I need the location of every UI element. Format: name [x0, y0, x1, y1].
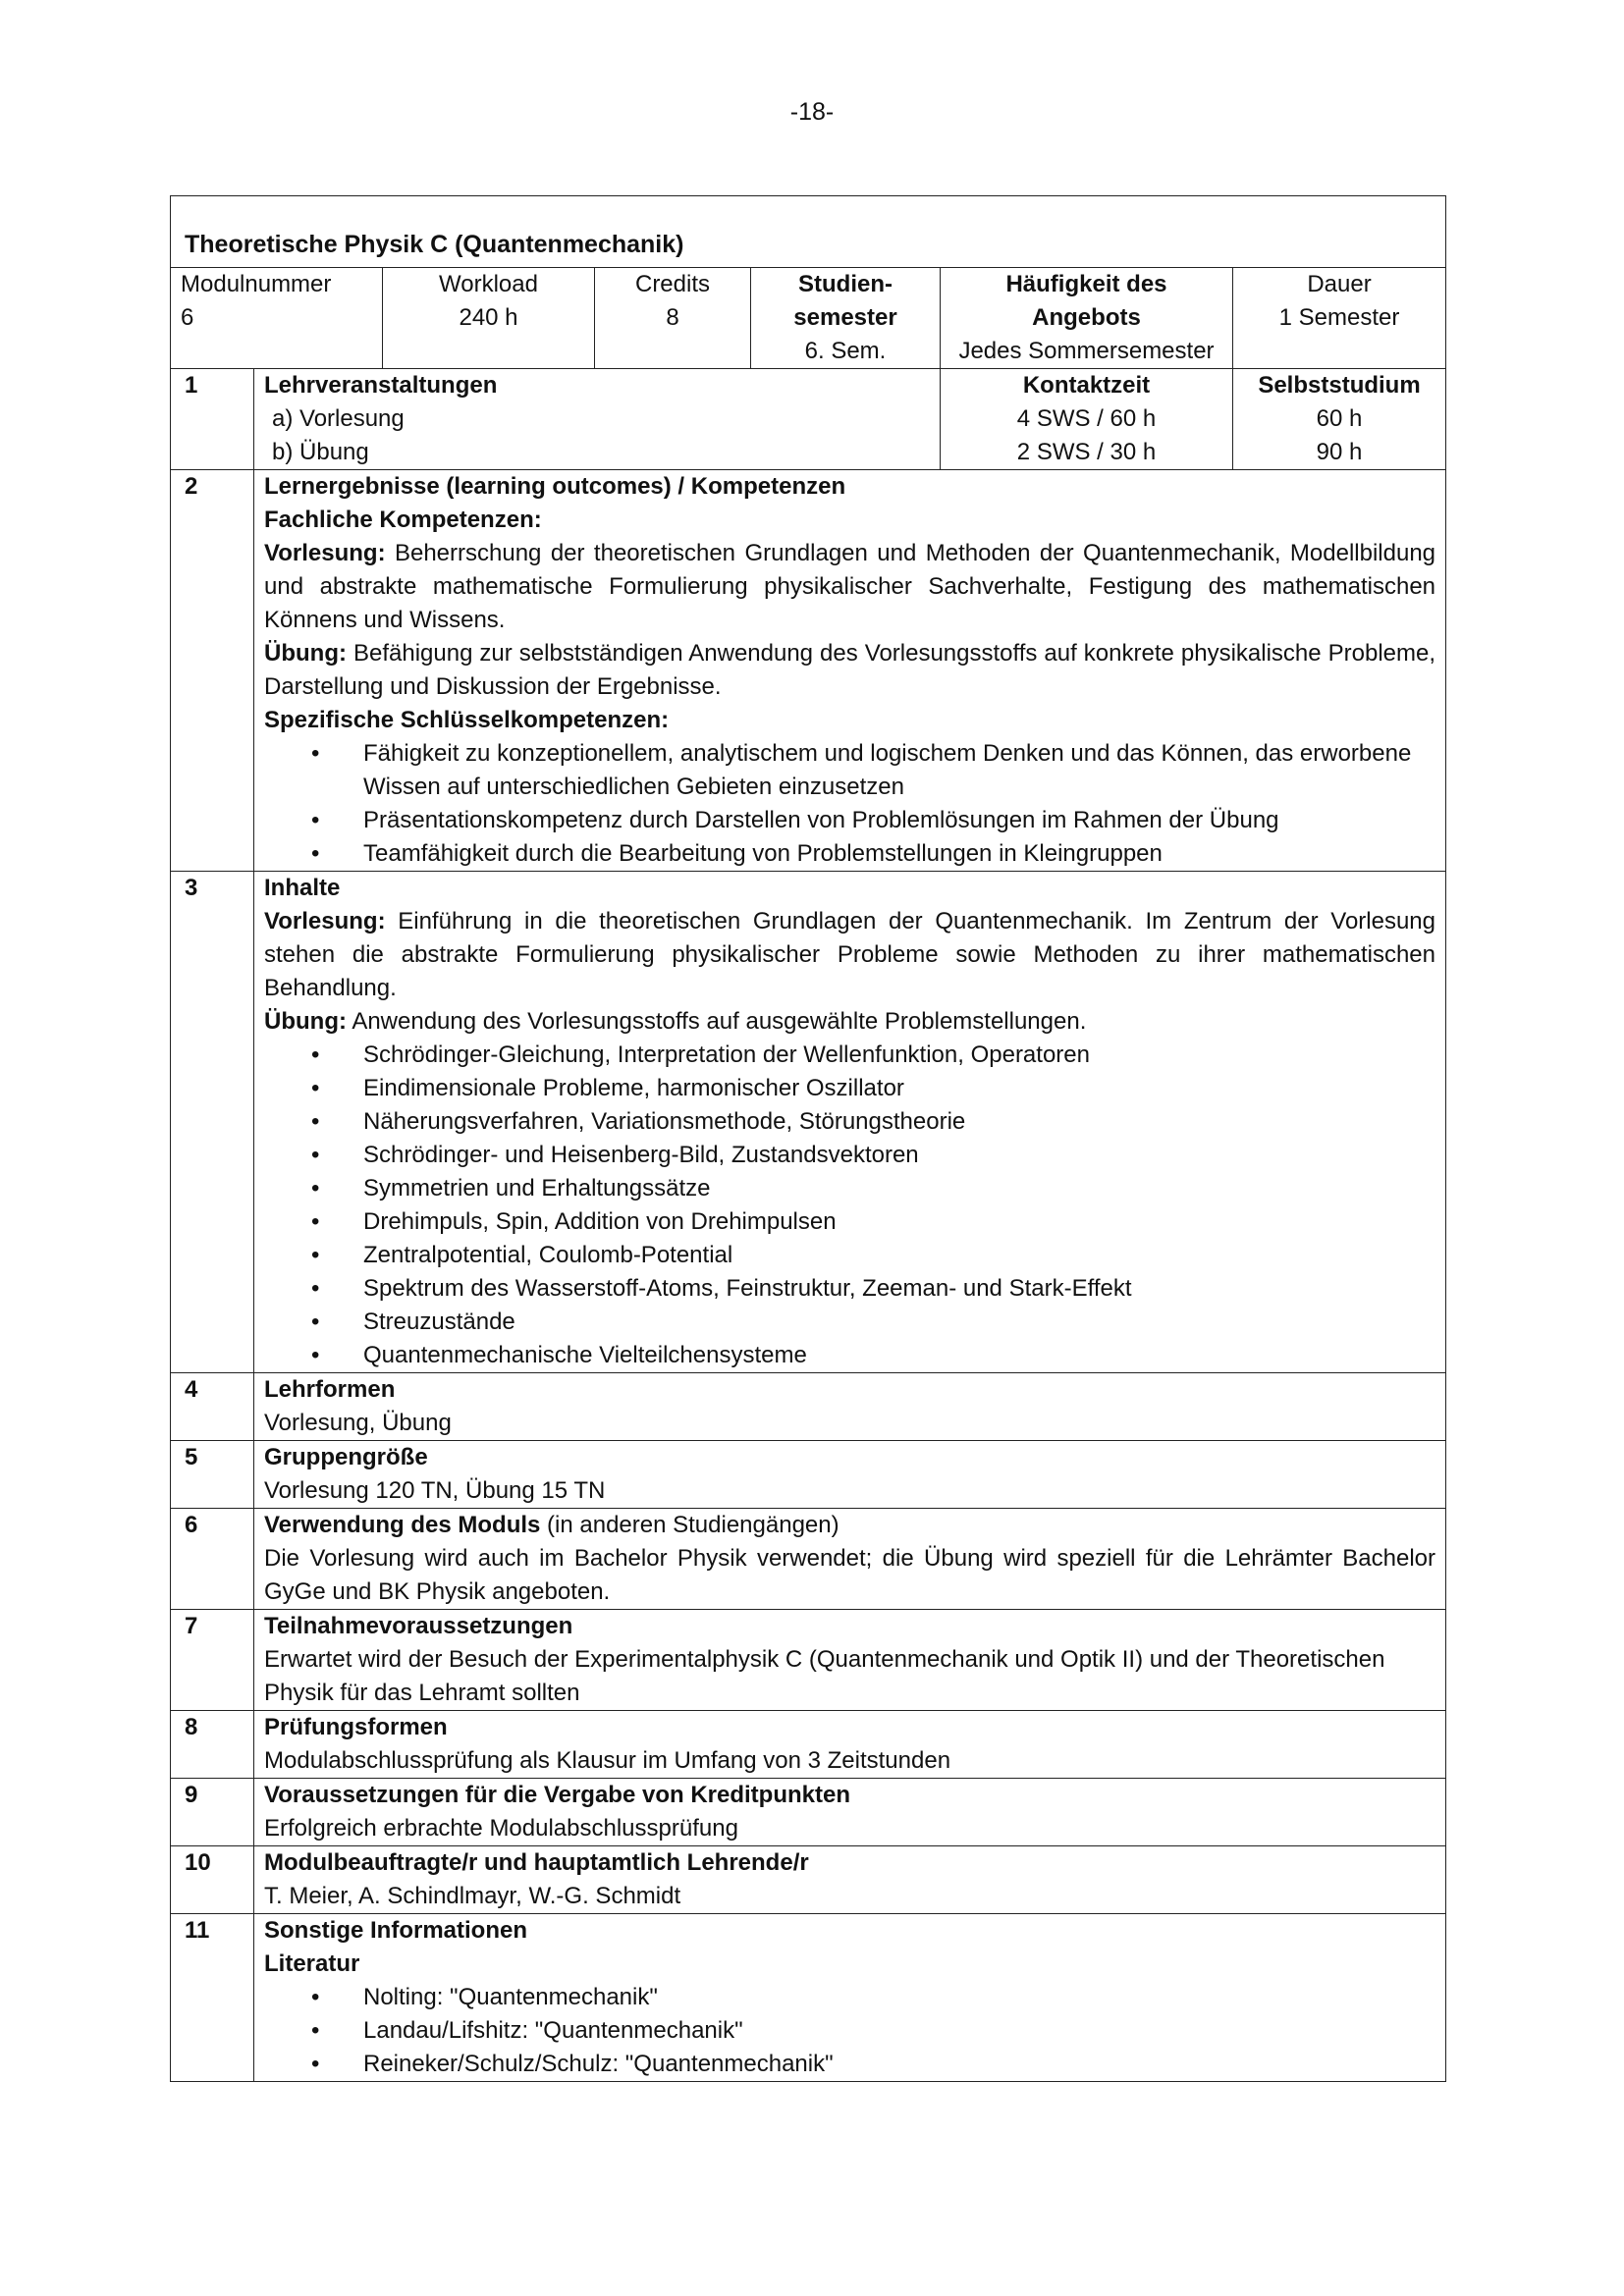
list-item: • Nolting: "Quantenmechanik" — [264, 1981, 1435, 2014]
selbststudium-cell — [1233, 369, 1446, 470]
subheading: Fachliche Kompetenzen: — [264, 507, 542, 533]
section-number: 5 — [171, 1441, 254, 1509]
section-text: T. Meier, A. Schindlmayr, W.-G. Schmidt — [264, 1883, 681, 1909]
module-title: Theoretische Physik C (Quantenmechanik) — [171, 196, 1446, 268]
text: Befähigung zur selbstständigen Anwendung des Vorlesungsstoffs auf konkrete physikalische Probleme, Darstellung und Diskussion der Ergebnisse. — [264, 640, 1436, 700]
lehrveranstaltungen-cell — [254, 369, 941, 470]
list-item: • Streuzustände — [264, 1306, 1435, 1339]
selbststudium-vorlesung: 60 h — [1316, 405, 1363, 432]
list-item: • Eindimensionale Probleme, harmonischer Oszillator — [264, 1072, 1435, 1105]
section-10 — [171, 1846, 1446, 1914]
bullet-list — [264, 1039, 1435, 1372]
list-item: • Zentralpotential, Coulomb-Potential — [264, 1239, 1435, 1272]
list-item: • Spektrum des Wasserstoff-Atoms, Feinstruktur, Zeeman- und Stark-Effekt — [264, 1272, 1435, 1306]
module-header-row — [171, 268, 1446, 369]
label: Übung: — [264, 1008, 347, 1035]
section-9 — [171, 1779, 1446, 1846]
section-heading: Verwendung des Moduls — [264, 1512, 541, 1538]
list-item: • Fähigkeit zu konzeptionellem, analytischem und logischem Denken und das Können, das erworbene Wissen auf unterschiedlichen Gebieten einzusetzen — [264, 737, 1435, 804]
section-heading: Gruppengröße — [264, 1444, 428, 1470]
studiensemester-cell — [751, 268, 941, 369]
section-text: Vorlesung, Übung — [264, 1410, 452, 1436]
section-number: 4 — [171, 1373, 254, 1441]
section-heading: Inhalte — [264, 875, 341, 901]
section-3 — [171, 872, 1446, 1373]
section-6 — [171, 1509, 1446, 1610]
section-5 — [171, 1441, 1446, 1509]
section-number: 9 — [171, 1779, 254, 1846]
studiensemester-label-2: semester — [793, 304, 897, 331]
credits-label: Credits — [634, 271, 711, 297]
section-11 — [171, 1914, 1446, 2082]
haeufigkeit-label-1: Häufigkeit des — [1005, 271, 1167, 297]
section-number: 11 — [171, 1914, 254, 2082]
paragraph — [264, 637, 1435, 704]
section-heading-line — [264, 1509, 1435, 1542]
subheading: Spezifische Schlüsselkompetenzen: — [264, 707, 670, 733]
list-item: • Quantenmechanische Vielteilchensysteme — [264, 1339, 1435, 1372]
section-content — [254, 1373, 1446, 1441]
module-table — [170, 195, 1446, 2082]
section-number: 3 — [171, 872, 254, 1373]
text: Beherrschung der theoretischen Grundlagen und Methoden der Quantenmechanik, Modellbildung und abstrakte mathematische Formulierung physikalischer Sachverhalte, Festigung des mathematischen Könnens und Wissens. — [264, 540, 1436, 633]
list-item: • Schrödinger- und Heisenberg-Bild, Zustandsvektoren — [264, 1139, 1435, 1172]
section-heading: Teilnahmevoraussetzungen — [264, 1613, 573, 1639]
section-1 — [171, 369, 1446, 470]
haeufigkeit-label-2: Angebots — [1032, 304, 1141, 331]
section-number: 2 — [171, 470, 254, 872]
bullet-list — [264, 737, 1435, 871]
section-content — [254, 1711, 1446, 1779]
section-heading: Lehrformen — [264, 1376, 396, 1403]
dauer-cell — [1233, 268, 1446, 369]
studiensemester-label-1: Studien- — [798, 271, 893, 297]
section-text: Die Vorlesung wird auch im Bachelor Physik verwendet; die Übung wird speziell für die Lehrämter Bachelor GyGe und BK Physik angeboten. — [264, 1545, 1436, 1605]
list-item: • Präsentationskompetenz durch Darstellen von Problemlösungen im Rahmen der Übung — [264, 804, 1435, 837]
selbststudium-uebung: 90 h — [1316, 439, 1363, 465]
section-number: 1 — [171, 369, 254, 470]
course-uebung: b) Übung — [272, 439, 369, 465]
section-2 — [171, 470, 1446, 872]
paragraph — [264, 1005, 1435, 1039]
section-content — [254, 1610, 1446, 1711]
section-number: 8 — [171, 1711, 254, 1779]
selbststudium-label: Selbststudium — [1258, 372, 1421, 399]
text: Anwendung des Vorlesungsstoffs auf ausgewählte Problemstellungen. — [346, 1008, 1087, 1035]
section-text: Vorlesung 120 TN, Übung 15 TN — [264, 1477, 606, 1504]
section-content — [254, 470, 1446, 872]
list-item: • Landau/Lifshitz: "Quantenmechanik" — [264, 2014, 1435, 2048]
list-item: • Drehimpuls, Spin, Addition von Drehimpulsen — [264, 1205, 1435, 1239]
section-heading: Voraussetzungen für die Vergabe von Kreditpunkten — [264, 1782, 850, 1808]
section-number: 7 — [171, 1610, 254, 1711]
section-heading: Lehrveranstaltungen — [264, 372, 498, 399]
list-item: • Teamfähigkeit durch die Bearbeitung von Problemstellungen in Kleingruppen — [264, 837, 1435, 871]
section-text: Erwartet wird der Besuch der Experimentalphysik C (Quantenmechanik und Optik II) und der Theoretischen Physik für das Lehramt sollten — [264, 1646, 1385, 1706]
course-vorlesung: a) Vorlesung — [272, 405, 405, 432]
page-number: -18- — [789, 98, 835, 126]
list-item: • Symmetrien und Erhaltungssätze — [264, 1172, 1435, 1205]
subheading: Literatur — [264, 1950, 360, 1977]
credits-value: 8 — [666, 304, 679, 331]
kontaktzeit-vorlesung: 4 SWS / 60 h — [1016, 405, 1157, 432]
section-content — [254, 1846, 1446, 1914]
section-content — [254, 1441, 1446, 1509]
workload-value: 240 h — [459, 304, 518, 331]
modulnummer-cell — [171, 268, 383, 369]
bullet-list — [264, 1981, 1435, 2081]
dauer-value: 1 Semester — [1278, 304, 1400, 331]
label: Vorlesung: — [264, 540, 386, 566]
paragraph — [264, 905, 1435, 1005]
section-8 — [171, 1711, 1446, 1779]
section-text: Modulabschlussprüfung als Klausur im Umfang von 3 Zeitstunden — [264, 1747, 951, 1774]
section-7 — [171, 1610, 1446, 1711]
list-item: • Schrödinger-Gleichung, Interpretation der Wellenfunktion, Operatoren — [264, 1039, 1435, 1072]
text: Einführung in die theoretischen Grundlagen der Quantenmechanik. Im Zentrum der Vorlesung stehen die abstrakte Formulierung physikalischer Probleme sowie Methoden zu ihrer mathematischen Behandlung. — [264, 908, 1436, 1001]
section-text: Erfolgreich erbrachte Modulabschlussprüfung — [264, 1815, 738, 1842]
section-number: 6 — [171, 1509, 254, 1610]
section-heading: Modulbeauftragte/r und hauptamtlich Lehrende/r — [264, 1849, 809, 1876]
credits-cell — [595, 268, 751, 369]
section-content — [254, 1509, 1446, 1610]
kontaktzeit-cell — [941, 369, 1233, 470]
section-heading: Prüfungsformen — [264, 1714, 448, 1740]
label: Vorlesung: — [264, 908, 386, 934]
haeufigkeit-cell — [941, 268, 1233, 369]
label: Übung: — [264, 640, 347, 667]
dauer-label: Dauer — [1307, 271, 1372, 297]
section-content — [254, 1914, 1446, 2082]
section-content — [254, 872, 1446, 1373]
section-content — [254, 1779, 1446, 1846]
paragraph — [264, 537, 1435, 637]
section-number: 10 — [171, 1846, 254, 1914]
section-4 — [171, 1373, 1446, 1441]
kontaktzeit-uebung: 2 SWS / 30 h — [1016, 439, 1157, 465]
haeufigkeit-value: Jedes Sommersemester — [958, 338, 1215, 364]
studiensemester-value: 6. Sem. — [804, 338, 887, 364]
workload-cell — [383, 268, 595, 369]
modulnummer-label: Modulnummer — [181, 271, 332, 297]
kontaktzeit-label: Kontaktzeit — [1022, 372, 1151, 399]
heading-suffix: (in anderen Studiengängen) — [540, 1512, 839, 1538]
modulnummer-value: 6 — [181, 304, 194, 331]
section-heading: Sonstige Informationen — [264, 1917, 528, 1944]
section-heading: Lernergebnisse (learning outcomes) / Kompetenzen — [264, 473, 846, 500]
list-item: • Näherungsverfahren, Variationsmethode, Störungstheorie — [264, 1105, 1435, 1139]
list-item: • Reineker/Schulz/Schulz: "Quantenmechanik" — [264, 2048, 1435, 2081]
workload-label: Workload — [439, 271, 538, 297]
